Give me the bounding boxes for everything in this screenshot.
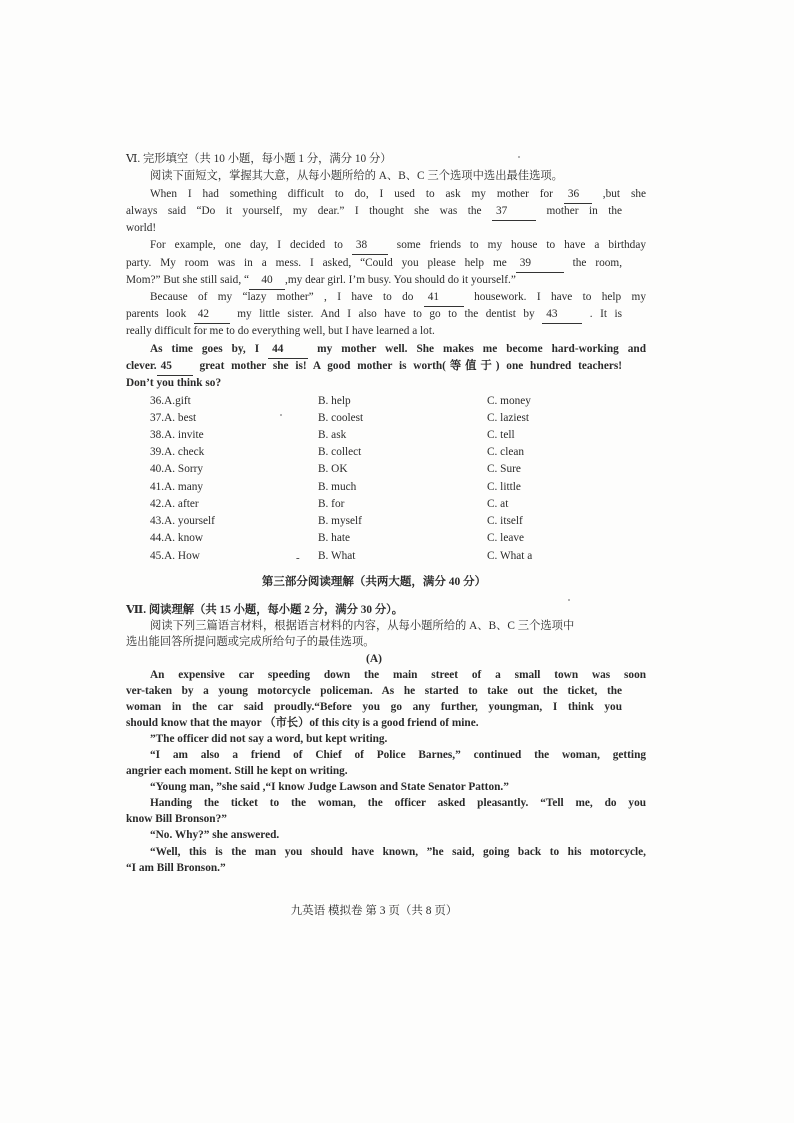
text-span: clever.: [126, 360, 157, 372]
text-span: the room,: [572, 257, 623, 269]
option-a: 42.A. after: [150, 498, 199, 510]
passage-line: know Bill Bronson?”: [126, 813, 227, 825]
option-c: C. little: [487, 481, 521, 493]
part3-title: 第三部分阅读理解（共两大题，满分 40 分）: [261, 576, 487, 588]
passage-line: angrier each moment. Still he kept on writing.: [126, 765, 348, 777]
option-b: B. ask: [318, 429, 347, 441]
text-span: party. My room was in a mess. I asked, “Could you please help me: [126, 257, 507, 269]
text-span: my little sister. And I also have to go to the dentist by: [237, 308, 535, 320]
passage-line: should know that the mayor （市长）of this city is a good friend of mine.: [126, 717, 479, 729]
text-span: Because of my “lazy mother” , I have to do: [150, 291, 414, 303]
text-span: ,my dear girl. I’m busy. You should do it yourself.”: [285, 274, 516, 286]
text-span: When I had something difficult to do, I used to ask my mother for: [150, 188, 553, 200]
passage-line: ver-taken by a young motorcycle policeman. As he started to take out the ticket, the: [126, 685, 622, 697]
cloze-line: [126, 358, 622, 376]
cloze-line: [126, 341, 646, 359]
option-c: C. What a: [487, 550, 533, 562]
page-footer: 九英语 模拟卷 第 3 页（共 8 页）: [290, 905, 458, 917]
blank-38: 38: [352, 237, 388, 255]
passage-line: “No. Why?” she answered.: [150, 829, 280, 841]
option-a: 39.A. check: [150, 446, 205, 458]
text-span: great mother she is! A good mother is worth(等值于) one hundred teachers!: [199, 360, 623, 372]
blank-36: 36: [564, 186, 592, 204]
scan-speck: [280, 414, 282, 416]
text-span: some friends to my house to have a birthday: [396, 239, 646, 251]
option-a: 45.A. How: [150, 550, 200, 562]
option-a: 38.A. invite: [150, 429, 204, 441]
scan-speck: [568, 599, 570, 601]
cloze-line: world!: [126, 222, 157, 234]
text-span: Mom?” But she still said, “: [126, 274, 249, 286]
passage-line: “I am Bill Bronson.”: [126, 862, 226, 874]
option-b: B. coolest: [318, 412, 364, 424]
blank-41: 41: [424, 289, 464, 307]
option-b: B. for: [318, 498, 345, 510]
text-span: parents look: [126, 308, 187, 320]
stray-mark: -: [296, 552, 300, 564]
text-span: . It is: [589, 308, 623, 320]
section7-instruction-1: 阅读下列三篇语言材料，根据语言材料的内容，从每小题所给的 A、B、C 三个选项中: [150, 620, 575, 632]
cloze-line: [126, 186, 646, 204]
passage-line: “I am also a friend of Chief of Police Barnes,” continued the woman, getting: [150, 749, 646, 761]
blank-40: 40: [249, 272, 285, 290]
blank-43: 43: [542, 306, 582, 324]
option-b: B. What: [318, 550, 356, 562]
text-span: ,but she: [602, 188, 647, 200]
text-span: For example, one day, I decided to: [150, 239, 343, 251]
option-c: C. tell: [487, 429, 515, 441]
option-b: B. myself: [318, 515, 362, 527]
blank-45: 45: [157, 358, 193, 376]
option-c: C. itself: [487, 515, 523, 527]
option-b: B. collect: [318, 446, 362, 458]
blank-37: 37: [492, 203, 536, 221]
option-b: B. much: [318, 481, 357, 493]
cloze-line: [126, 255, 622, 273]
cloze-line: [126, 289, 646, 307]
cloze-line: Don’t you think so?: [126, 377, 222, 389]
passage-line: ”The officer did not say a word, but kept writing.: [150, 733, 388, 745]
option-a: 36.A.gift: [150, 395, 191, 407]
cloze-line: [126, 203, 622, 221]
section7-instruction-2: 选出能回答所提问题或完成所给句子的最佳选项。: [126, 636, 375, 648]
section7-heading: Ⅶ. 阅读理解（共 15 小题，每小题 2 分，满分 30 分）。: [126, 604, 404, 616]
option-b: B. OK: [318, 463, 348, 475]
cloze-line: [126, 306, 622, 324]
blank-42: 42: [194, 306, 230, 324]
option-a: 43.A. yourself: [150, 515, 215, 527]
blank-39: 39: [516, 255, 564, 273]
text-span: mother in the: [546, 205, 623, 217]
cloze-line: really difficult for me to do everything well, but I have learned a lot.: [126, 325, 435, 337]
passage-line: Handing the ticket to the woman, the officer asked pleasantly. “Tell me, do you: [150, 797, 646, 809]
option-a: 40.A. Sorry: [150, 463, 204, 475]
option-c: C. Sure: [487, 463, 521, 475]
cloze-line: [126, 272, 622, 290]
option-a: 44.A. know: [150, 532, 204, 544]
text-span: always said “Do it yourself, my dear.” I thought she was the: [126, 205, 482, 217]
text-span: housework. I have to help my: [474, 291, 646, 303]
option-a: 37.A. best: [150, 412, 197, 424]
option-a: 41.A. many: [150, 481, 204, 493]
option-c: C. at: [487, 498, 509, 510]
passage-line: An expensive car speeding down the main street of a small town was soon: [150, 669, 646, 681]
passage-line: woman in the car said proudly.“Before you go any further, youngman, I think you: [126, 701, 622, 713]
option-b: B. help: [318, 395, 351, 407]
blank-44: 44: [268, 341, 308, 359]
option-c: C. money: [487, 395, 531, 407]
section6-heading: Ⅵ. 完形填空（共 10 小题，每小题 1 分，满分 10 分）: [126, 153, 392, 165]
option-c: C. leave: [487, 532, 525, 544]
passage-line: “Young man, ”she said ,“I know Judge Lawson and State Senator Patton.”: [150, 781, 509, 793]
option-c: C. laziest: [487, 412, 530, 424]
scan-speck: [518, 156, 520, 158]
text-span: my mother well. She makes me become hard-working and: [317, 343, 646, 355]
option-c: C. clean: [487, 446, 525, 458]
cloze-line: [126, 237, 646, 255]
text-span: As time goes by, I: [150, 343, 260, 355]
passage-label: (A): [366, 653, 382, 665]
passage-line: “Well, this is the man you should have known, ”he said, going back to his motorcycle,: [150, 846, 646, 858]
section6-instruction: 阅读下面短文，掌握其大意，从每小题所给的 A、B、C 三个选项中选出最佳选项。: [150, 170, 563, 182]
option-b: B. hate: [318, 532, 350, 544]
